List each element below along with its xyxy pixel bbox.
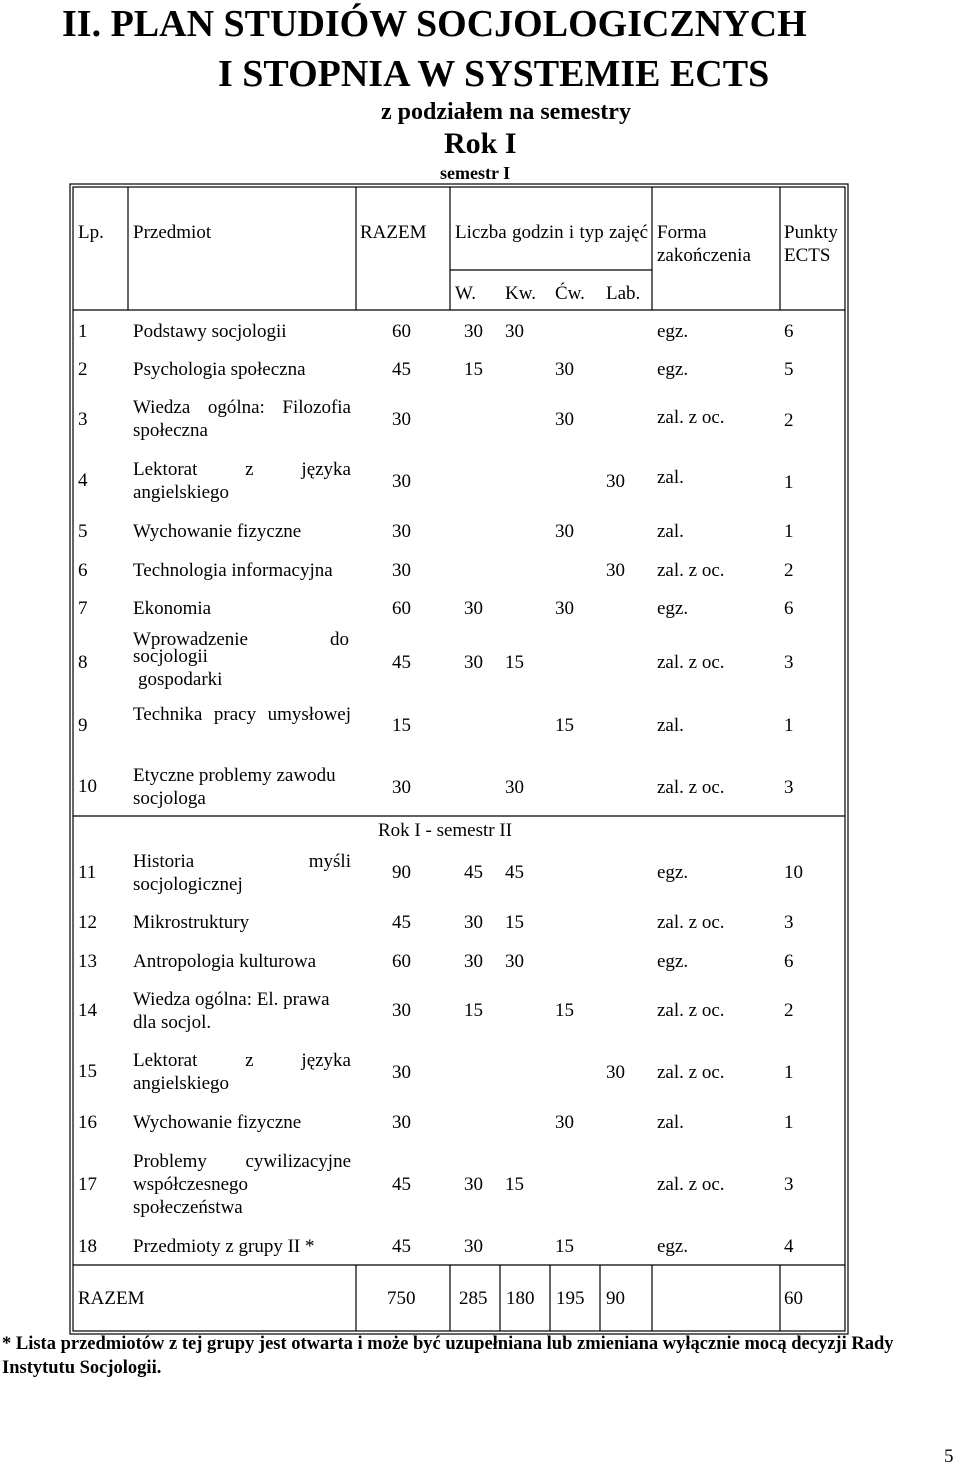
row-9-forma: zal. (657, 715, 684, 736)
row-11-ects: 10 (784, 862, 803, 883)
row-17-razem: 45 (392, 1174, 411, 1195)
row-10-forma: zal. z oc. (657, 777, 725, 798)
row-14-cw: 15 (555, 1000, 574, 1021)
row-14-ects: 2 (784, 1000, 794, 1021)
row-15-lp: 15 (78, 1061, 97, 1082)
row-12-kw: 15 (505, 912, 524, 933)
row-6-razem: 30 (392, 560, 411, 581)
row-13-w: 30 (464, 951, 483, 972)
row-1-forma: egz. (657, 321, 689, 342)
header-cw: Ćw. (555, 283, 585, 304)
row-4-name: Lektorat z języka angielskiego (133, 459, 351, 503)
row-3-ects: 2 (784, 410, 794, 431)
row-9-cw: 15 (555, 715, 574, 736)
row-3-forma: zal. z oc. (657, 407, 725, 428)
row-8-name-a: Wprowadzenie (133, 629, 248, 650)
header-punkty: Punkty ECTS (784, 222, 838, 266)
row-8-lp: 8 (78, 652, 88, 673)
row-16-cw: 30 (555, 1112, 574, 1133)
row-15-razem: 30 (392, 1062, 411, 1083)
header-lp: Lp. (78, 222, 104, 243)
row-17-name: Problemy cywilizacyjne współczesnego społeczeństwa (133, 1151, 351, 1218)
row-14-name: Wiedza ogólna: El. prawa dla socjol. (133, 989, 330, 1033)
row-11-kw: 45 (505, 862, 524, 883)
row-8-name-c: socjologii (133, 646, 208, 667)
row-17-w: 30 (464, 1174, 483, 1195)
row-13-lp: 13 (78, 951, 97, 972)
totals-razem: 750 (387, 1288, 416, 1309)
row-16-lp: 16 (78, 1112, 97, 1133)
row-7-lp: 7 (78, 598, 88, 619)
row-10-name: Etyczne problemy zawodu socjologa (133, 765, 336, 809)
row-3-name: Wiedza ogólna: Filozofia społeczna (133, 397, 351, 441)
totals-label: RAZEM (78, 1288, 145, 1309)
row-13-forma: egz. (657, 951, 689, 972)
row-8-name-b: do (330, 629, 349, 650)
row-17-kw: 15 (505, 1174, 524, 1195)
page-number: 5 (944, 1446, 954, 1467)
header-przedmiot: Przedmiot (133, 222, 212, 243)
row-3-cw: 30 (555, 409, 574, 430)
row-2-name: Psychologia społeczna (133, 359, 306, 380)
row-6-ects: 2 (784, 560, 794, 581)
row-7-ects: 6 (784, 598, 794, 619)
totals-cw: 195 (556, 1288, 585, 1309)
subtitle: z podziałem na semestry (381, 99, 631, 125)
row-15-ects: 1 (784, 1062, 794, 1083)
row-9-ects: 1 (784, 715, 794, 736)
year-heading: Rok I (444, 127, 517, 160)
row-18-ects: 4 (784, 1236, 794, 1257)
header-forma: Forma zakończenia (657, 222, 751, 266)
header-liczba-godzin: Liczba godzin i typ zajęć (455, 222, 648, 243)
row-16-ects: 1 (784, 1112, 794, 1133)
row-4-razem: 30 (392, 471, 411, 492)
row-10-razem: 30 (392, 777, 411, 798)
row-1-name: Podstawy socjologii (133, 321, 287, 342)
header-kw: Kw. (505, 283, 536, 304)
title-line-1: II. PLAN STUDIÓW SOCJOLOGICZNYCH (62, 3, 807, 45)
row-1-w: 30 (464, 321, 483, 342)
totals-ects: 60 (784, 1288, 803, 1309)
row-13-ects: 6 (784, 951, 794, 972)
row-13-name: Antropologia kulturowa (133, 951, 317, 972)
row-12-razem: 45 (392, 912, 411, 933)
row-14-razem: 30 (392, 1000, 411, 1021)
row-5-cw: 30 (555, 521, 574, 542)
totals-kw: 180 (506, 1288, 535, 1309)
row-5-razem: 30 (392, 521, 411, 542)
row-3-lp: 3 (78, 409, 88, 430)
row-6-lab: 30 (606, 560, 625, 581)
row-11-w: 45 (464, 862, 483, 883)
row-12-lp: 12 (78, 912, 97, 933)
row-8-kw: 15 (505, 652, 524, 673)
row-12-ects: 3 (784, 912, 794, 933)
row-5-forma: zal. (657, 521, 684, 542)
row-7-cw: 30 (555, 598, 574, 619)
row-5-name: Wychowanie fizyczne (133, 521, 302, 542)
row-12-name: Mikrostruktury (133, 912, 250, 933)
row-7-w: 30 (464, 598, 483, 619)
row-2-ects: 5 (784, 359, 794, 380)
row-14-lp: 14 (78, 1000, 97, 1021)
row-11-lp: 11 (78, 862, 97, 883)
row-10-kw: 30 (505, 777, 524, 798)
row-8-razem: 45 (392, 652, 411, 673)
row-7-razem: 60 (392, 598, 411, 619)
row-2-w: 15 (464, 359, 483, 380)
row-7-forma: egz. (657, 598, 689, 619)
row-17-lp: 17 (78, 1174, 97, 1195)
row-15-name: Lektorat z języka angielskiego (133, 1050, 351, 1094)
row-6-name: Technologia informacyjna (133, 560, 333, 581)
totals-w: 285 (459, 1288, 488, 1309)
row-1-kw: 30 (505, 321, 524, 342)
row-6-forma: zal. z oc. (657, 560, 725, 581)
row-1-ects: 6 (784, 321, 794, 342)
row-3-razem: 30 (392, 409, 411, 430)
row-12-w: 30 (464, 912, 483, 933)
row-14-w: 15 (464, 1000, 483, 1021)
row-5-ects: 1 (784, 521, 794, 542)
row-15-forma: zal. z oc. (657, 1062, 725, 1083)
row-17-ects: 3 (784, 1174, 794, 1195)
row-18-razem: 45 (392, 1236, 411, 1257)
semester-heading: semestr I (440, 163, 511, 183)
row-4-ects: 1 (784, 472, 794, 493)
row-6-lp: 6 (78, 560, 88, 581)
title-line-2: I STOPNIA W SYSTEMIE ECTS (218, 53, 770, 95)
row-4-lp: 4 (78, 470, 88, 491)
row-10-lp: 10 (78, 776, 97, 797)
row-16-razem: 30 (392, 1112, 411, 1133)
row-9-razem: 15 (392, 715, 411, 736)
row-15-lab: 30 (606, 1062, 625, 1083)
totals-lab: 90 (606, 1288, 625, 1309)
row-18-name: Przedmioty z grupy II * (133, 1236, 315, 1257)
header-lab: Lab. (606, 283, 641, 304)
row-2-forma: egz. (657, 359, 689, 380)
semester-2-label: Rok I - semestr II (378, 820, 513, 841)
row-13-razem: 60 (392, 951, 411, 972)
header-w: W. (455, 283, 476, 304)
header-razem: RAZEM (360, 222, 427, 243)
row-18-forma: egz. (657, 1236, 689, 1257)
row-11-name: Historia myśli socjologicznej (133, 851, 351, 895)
row-12-forma: zal. z oc. (657, 912, 725, 933)
row-17-forma: zal. z oc. (657, 1174, 725, 1195)
row-11-razem: 90 (392, 862, 411, 883)
row-9-lp: 9 (78, 715, 88, 736)
row-8-ects: 3 (784, 652, 794, 673)
row-8-name-d: gospodarki (138, 669, 223, 690)
row-5-lp: 5 (78, 521, 88, 542)
row-8-w: 30 (464, 652, 483, 673)
row-18-lp: 18 (78, 1236, 97, 1257)
row-2-razem: 45 (392, 359, 411, 380)
row-16-forma: zal. (657, 1112, 684, 1133)
row-2-cw: 30 (555, 359, 574, 380)
row-18-w: 30 (464, 1236, 483, 1257)
row-9-name: Technika pracy umysłowej (133, 704, 351, 725)
row-2-lp: 2 (78, 359, 88, 380)
footnote: * Lista przedmiotów z tej grupy jest otwarta i może być uzupełniana lub zmieniana wyłącznie mocą decyzji Rady Instytutu Socjologii. (2, 1334, 894, 1378)
row-8-forma: zal. z oc. (657, 652, 725, 673)
row-18-cw: 15 (555, 1236, 574, 1257)
row-16-name: Wychowanie fizyczne (133, 1112, 302, 1133)
row-14-forma: zal. z oc. (657, 1000, 725, 1021)
row-7-name: Ekonomia (133, 598, 212, 619)
row-1-razem: 60 (392, 321, 411, 342)
row-4-lab: 30 (606, 471, 625, 492)
row-1-lp: 1 (78, 321, 88, 342)
row-13-kw: 30 (505, 951, 524, 972)
row-4-forma: zal. (657, 467, 684, 488)
row-10-ects: 3 (784, 777, 794, 798)
row-11-forma: egz. (657, 862, 689, 883)
